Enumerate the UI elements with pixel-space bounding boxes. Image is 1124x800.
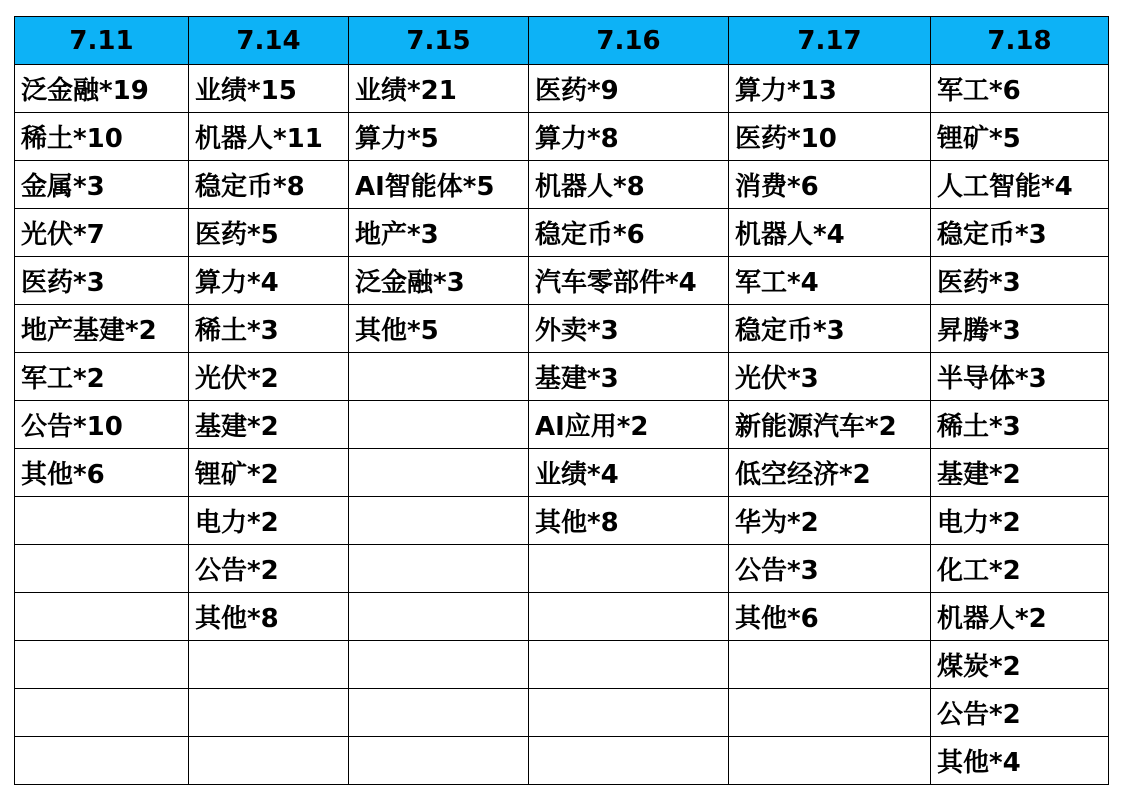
sector-cell: 军工*6 [931,65,1109,113]
table-row [15,497,1109,545]
sector-cell [729,737,931,785]
sector-cell: 低空经济*2 [729,449,931,497]
sector-cell [529,593,729,641]
sector-cell: 医药*5 [189,209,349,257]
sector-cell: 消费*6 [729,161,931,209]
sector-cell: 公告*10 [15,401,189,449]
sector-cell: 泛金融*3 [349,257,529,305]
sector-cell: 电力*2 [189,497,349,545]
sector-cell: 算力*13 [729,65,931,113]
sector-cell: 基建*3 [529,353,729,401]
sector-cell: 其他*4 [931,737,1109,785]
sector-cell [349,545,529,593]
sector-cell [529,545,729,593]
sector-cell: 华为*2 [729,497,931,545]
sector-cell [529,737,729,785]
column-header-date: 7.16 [529,17,729,65]
sector-cell [349,689,529,737]
sector-cell: 半导体*3 [931,353,1109,401]
sector-cell: 泛金融*19 [15,65,189,113]
table-row [15,65,1109,113]
sector-cell: 公告*3 [729,545,931,593]
sector-cell: 化工*2 [931,545,1109,593]
table-row [15,353,1109,401]
sector-cell: 地产*3 [349,209,529,257]
sector-cell: 光伏*2 [189,353,349,401]
sector-cell: 基建*2 [931,449,1109,497]
sector-cell: 其他*6 [15,449,189,497]
sector-cell [529,641,729,689]
sector-cell: 其他*5 [349,305,529,353]
sector-cell: 其他*6 [729,593,931,641]
column-header-date: 7.11 [15,17,189,65]
sector-cell: 其他*8 [189,593,349,641]
sector-cell: 昇腾*3 [931,305,1109,353]
table-row [15,737,1109,785]
sector-cell: 机器人*2 [931,593,1109,641]
table-row [15,689,1109,737]
table-row [15,545,1109,593]
sector-cell: 医药*10 [729,113,931,161]
sector-cell: 稀土*3 [189,305,349,353]
sector-cell: 稳定币*8 [189,161,349,209]
column-header-date: 7.18 [931,17,1109,65]
sector-cell: 算力*5 [349,113,529,161]
sector-cell: 电力*2 [931,497,1109,545]
sector-cell [349,737,529,785]
column-header-date: 7.15 [349,17,529,65]
sector-cell [349,497,529,545]
sector-cell: 稳定币*6 [529,209,729,257]
sector-cell: 光伏*3 [729,353,931,401]
table-body [15,65,1109,785]
sector-cell [15,497,189,545]
sector-cell: 地产基建*2 [15,305,189,353]
table-row [15,641,1109,689]
sector-cell [529,689,729,737]
sector-cell [15,641,189,689]
sector-cell: AI智能体*5 [349,161,529,209]
sector-cell: 其他*8 [529,497,729,545]
sector-cell [349,641,529,689]
sector-cell: 业绩*4 [529,449,729,497]
table-row [15,401,1109,449]
sector-cell: 医药*9 [529,65,729,113]
sector-cell: 稳定币*3 [729,305,931,353]
sector-cell [729,689,931,737]
table-row [15,161,1109,209]
sector-cell [349,353,529,401]
sector-cell: 外卖*3 [529,305,729,353]
sector-cell: 机器人*8 [529,161,729,209]
sector-cell: 煤炭*2 [931,641,1109,689]
sector-cell: 金属*3 [15,161,189,209]
sector-cell: 公告*2 [189,545,349,593]
sector-cell [15,689,189,737]
table-row [15,449,1109,497]
sector-cell: 锂矿*5 [931,113,1109,161]
sector-cell: AI应用*2 [529,401,729,449]
table-row [15,593,1109,641]
column-header-date: 7.17 [729,17,931,65]
sector-cell: 医药*3 [15,257,189,305]
header-row [15,17,1109,65]
sector-cell [729,641,931,689]
sector-cell: 算力*4 [189,257,349,305]
sector-cell [15,593,189,641]
table-row [15,113,1109,161]
sector-cell: 锂矿*2 [189,449,349,497]
sector-cell: 军工*4 [729,257,931,305]
sector-cell: 公告*2 [931,689,1109,737]
sector-cell [349,401,529,449]
sector-cell: 医药*3 [931,257,1109,305]
sector-cell [15,545,189,593]
sector-cell: 基建*2 [189,401,349,449]
table-row [15,305,1109,353]
column-header-date: 7.14 [189,17,349,65]
sector-cell [349,593,529,641]
sector-cell: 军工*2 [15,353,189,401]
sector-cell: 业绩*15 [189,65,349,113]
sector-cell: 稀土*10 [15,113,189,161]
sector-cell: 机器人*4 [729,209,931,257]
sector-table [14,16,1109,785]
sector-cell: 汽车零部件*4 [529,257,729,305]
sector-cell: 人工智能*4 [931,161,1109,209]
sector-cell [189,689,349,737]
sector-cell: 光伏*7 [15,209,189,257]
sector-cell: 稳定币*3 [931,209,1109,257]
sector-cell: 新能源汽车*2 [729,401,931,449]
table-row [15,257,1109,305]
sector-cell [349,449,529,497]
sector-cell: 机器人*11 [189,113,349,161]
sector-cell: 算力*8 [529,113,729,161]
sector-cell: 业绩*21 [349,65,529,113]
sector-cell: 稀土*3 [931,401,1109,449]
sector-cell [189,641,349,689]
sector-cell [15,737,189,785]
table-row [15,209,1109,257]
sector-cell [189,737,349,785]
